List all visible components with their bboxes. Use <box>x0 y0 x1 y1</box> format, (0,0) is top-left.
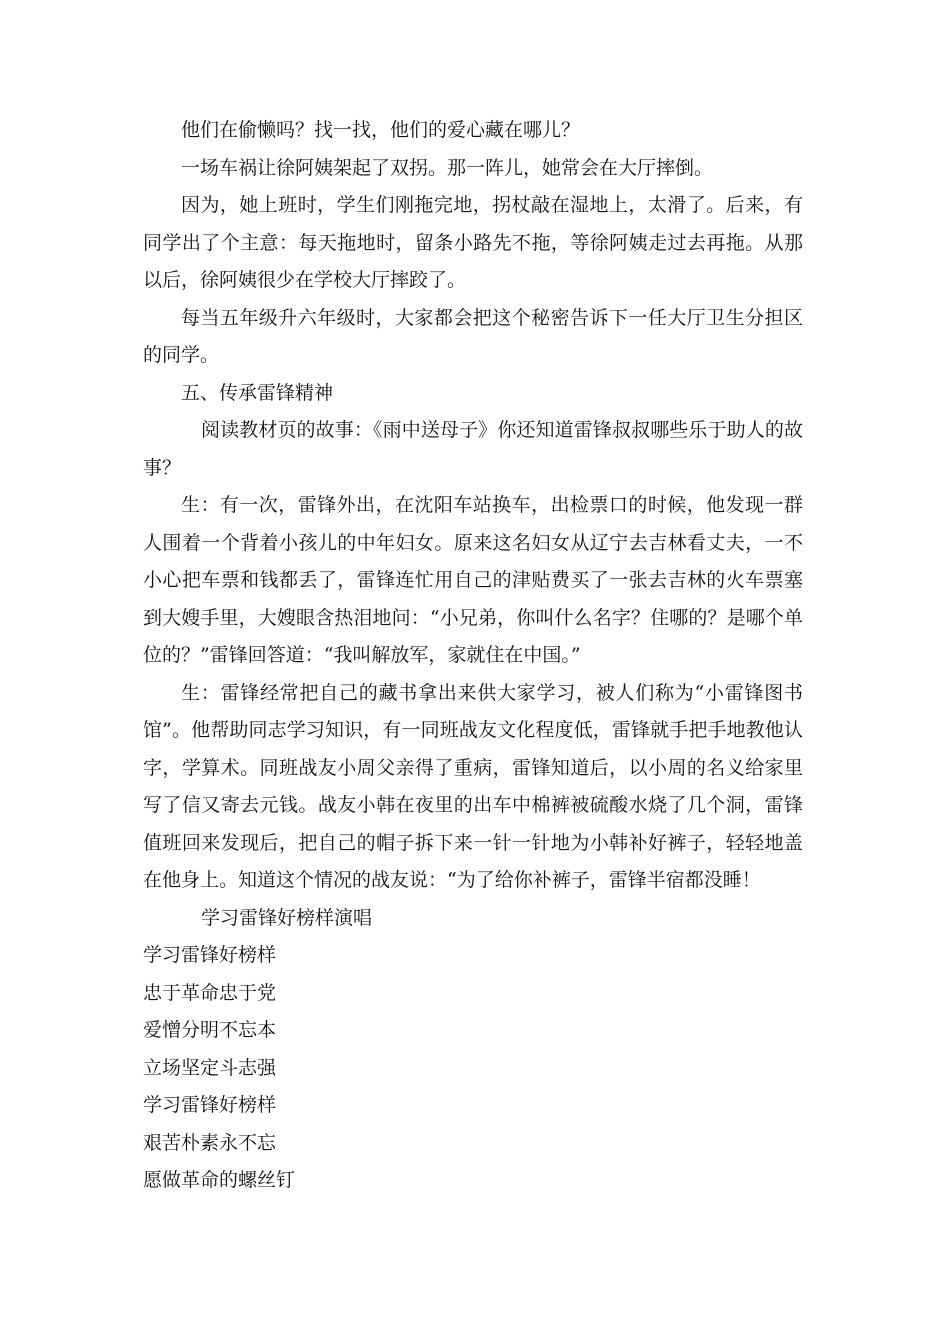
paragraph-secret: 每当五年级升六年级时，大家都会把这个秘密告诉下一任大厅卫生分担区的同学。 <box>143 306 803 366</box>
paragraph-story-train: 生：有一次，雷锋外出，在沈阳车站换车，出检票口的时候，他发现一群人围着一个背着小孩儿的中年妇女。原来这名妇女从辽宁去吉林看丈夫，一不小心把车票和钱都丢了，雷锋连忙用自己的津贴费买了一张去吉林的火车票塞到大嫂手里，大嫂眼含热泪地问：“小兄弟，你叫什么名字？住哪的？是哪个单位的？”雷锋回答道：“我叫解放军，家就住在中国。” <box>143 494 803 666</box>
song-line: 学习雷锋好榜样 <box>143 1094 277 1116</box>
song-title: 学习雷锋好榜样演唱 <box>201 906 373 929</box>
paragraph-story-library: 生：雷锋经常把自己的藏书拿出来供大家学习，被人们称为“小雷锋图书馆”。他帮助同志学习知识，有一同班战友文化程度低，雷锋就手把手地教他认字，学算术。同班战友小周父亲得了重病，雷锋知道后，以小周的名义给家里写了信又寄去元钱。战友小韩在夜里的出车中棉裤被硫酸水烧了几个洞，雷锋值班回来发现后，把自己的帽子拆下来一针一针地为小韩补好裤子，轻轻地盖在他身上。知道这个情况的战友说：“为了给你补裤子，雷锋半宿都没睡！ <box>143 681 803 891</box>
paragraph-question: 他们在偷懒吗？找一找，他们的爱心藏在哪儿？ <box>181 119 581 141</box>
song-line: 艰苦朴素永不忘 <box>143 1131 277 1154</box>
song-line: 学习雷锋好榜样 <box>143 944 277 966</box>
paragraph-accident: 一场车祸让徐阿姨架起了双拐。那一阵儿，她常会在大厅摔倒。 <box>181 156 714 179</box>
paragraph-reason: 因为，她上班时，学生们刚拖完地，拐杖敲在湿地上，太滑了。后来，有同学出了个主意：每天拖地时，留条小路先不拖，等徐阿姨走过去再拖。从那以后，徐阿姨很少在学校大厅摔跤了。 <box>143 194 803 291</box>
song-line: 立场坚定斗志强 <box>143 1056 277 1079</box>
song-line: 愿做革命的螺丝钉 <box>143 1169 296 1191</box>
song-line: 忠于革命忠于党 <box>143 981 277 1004</box>
document-body <box>143 112 803 1200</box>
section-heading: 五、传承雷锋精神 <box>181 381 334 404</box>
song-line: 爱憎分明不忘本 <box>143 1019 277 1041</box>
paragraph-reading: 阅读教材页的故事：《雨中送母子》你还知道雷锋叔叔哪些乐于助人的故事？ <box>143 419 803 479</box>
